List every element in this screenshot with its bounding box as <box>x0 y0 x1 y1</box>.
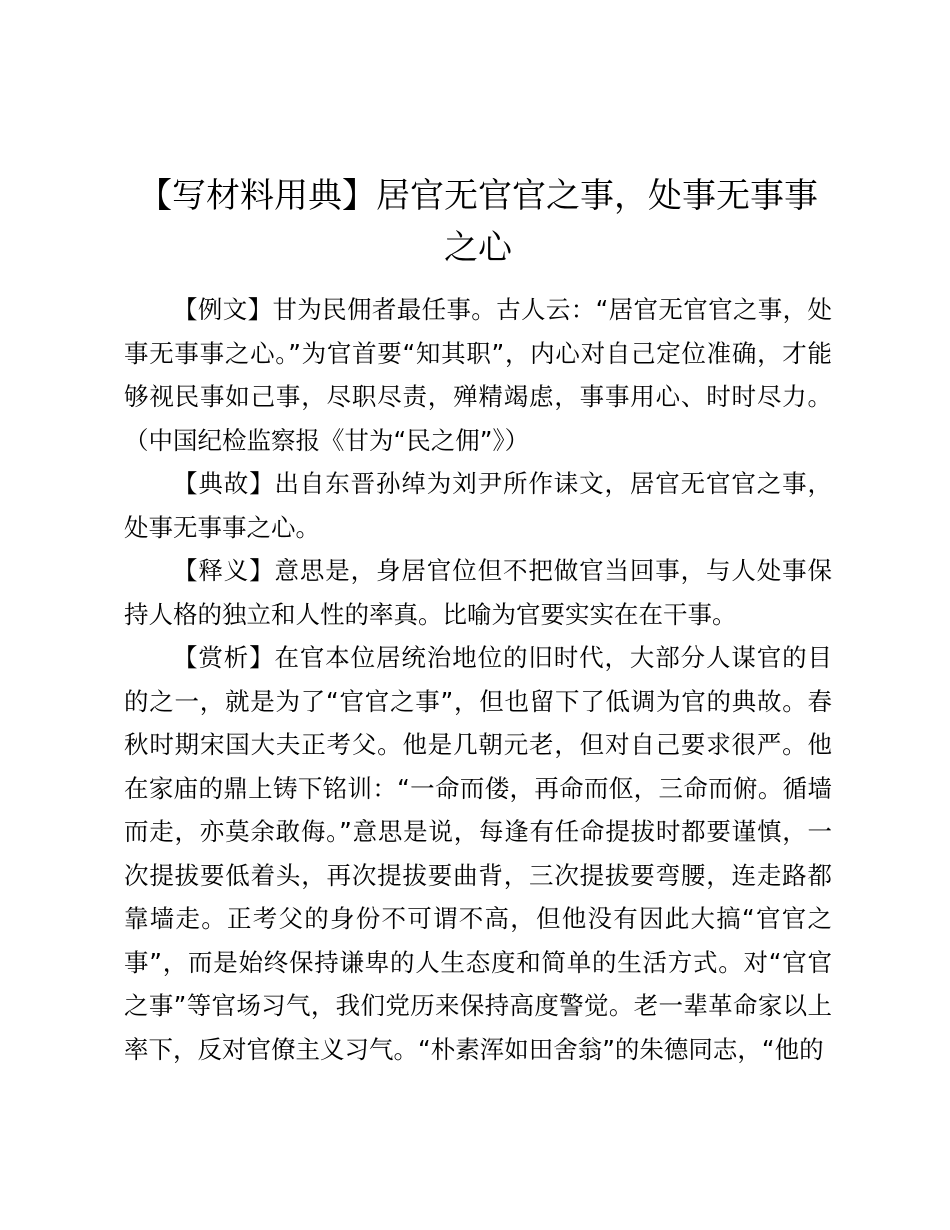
paragraph-text: 在官本位居统治地位的旧时代，大部分人谋官的目的之一，就是为了“官官之事”，但也留下了低调为官的典故。春秋时期宋国大夫正考父。他是几朝元老，但对自己要求很严。他在家庙的鼎上铸下铭训：“一命而偻，再命而伛，三命而俯。循墙而走，亦莫余敢侮。”意思是说，每逢有任命提拔时都要谨慎，一次提拔要低着头，再次提拔要曲背，三次提拔要弯腰，连走路都靠墙走。正考父的身份不可谓不高，但他没有因此大搞“官官之事”，而是始终保持谦卑的人生态度和简单的生活方式。对“官官之事”等官场习气，我们党历来保持高度警觉。老一辈革命家以上率下，反对官僚主义习气。“朴素浑如田舍翁”的朱德同志，“他的 <box>124 643 833 1064</box>
paragraph-meaning <box>124 549 832 636</box>
paragraph-text: 出自东晋孙绰为刘尹所作诔文，居官无官官之事，处事无事事之心。 <box>124 469 833 542</box>
paragraph-example <box>124 288 832 462</box>
paragraph-tag: 【例文】 <box>173 295 273 324</box>
paragraph-tag: 【典故】 <box>173 469 275 498</box>
paragraph-allusion <box>124 462 832 549</box>
document-body <box>124 288 832 1071</box>
paragraph-tag: 【赏析】 <box>173 643 275 672</box>
paragraph-text: 甘为民佣者最任事。古人云：“居官无官官之事，处事无事事之心。”为官首要“知其职”，内心对自己定位准确，才能够视民事如己事，尽职尽责，殚精竭虑，事事用心、时时尽力。（中国纪检监察报《甘为“民之佣”》） <box>124 295 832 455</box>
paragraph-appreciation <box>124 636 832 1071</box>
document-title: 【写材料用典】居官无官官之事，处事无事事之心 <box>138 176 818 268</box>
paragraph-text: 意思是，身居官位但不把做官当回事，与人处事保持人格的独立和人性的率真。比喻为官要实实在在干事。 <box>124 556 833 629</box>
paragraph-tag: 【释义】 <box>173 556 275 585</box>
